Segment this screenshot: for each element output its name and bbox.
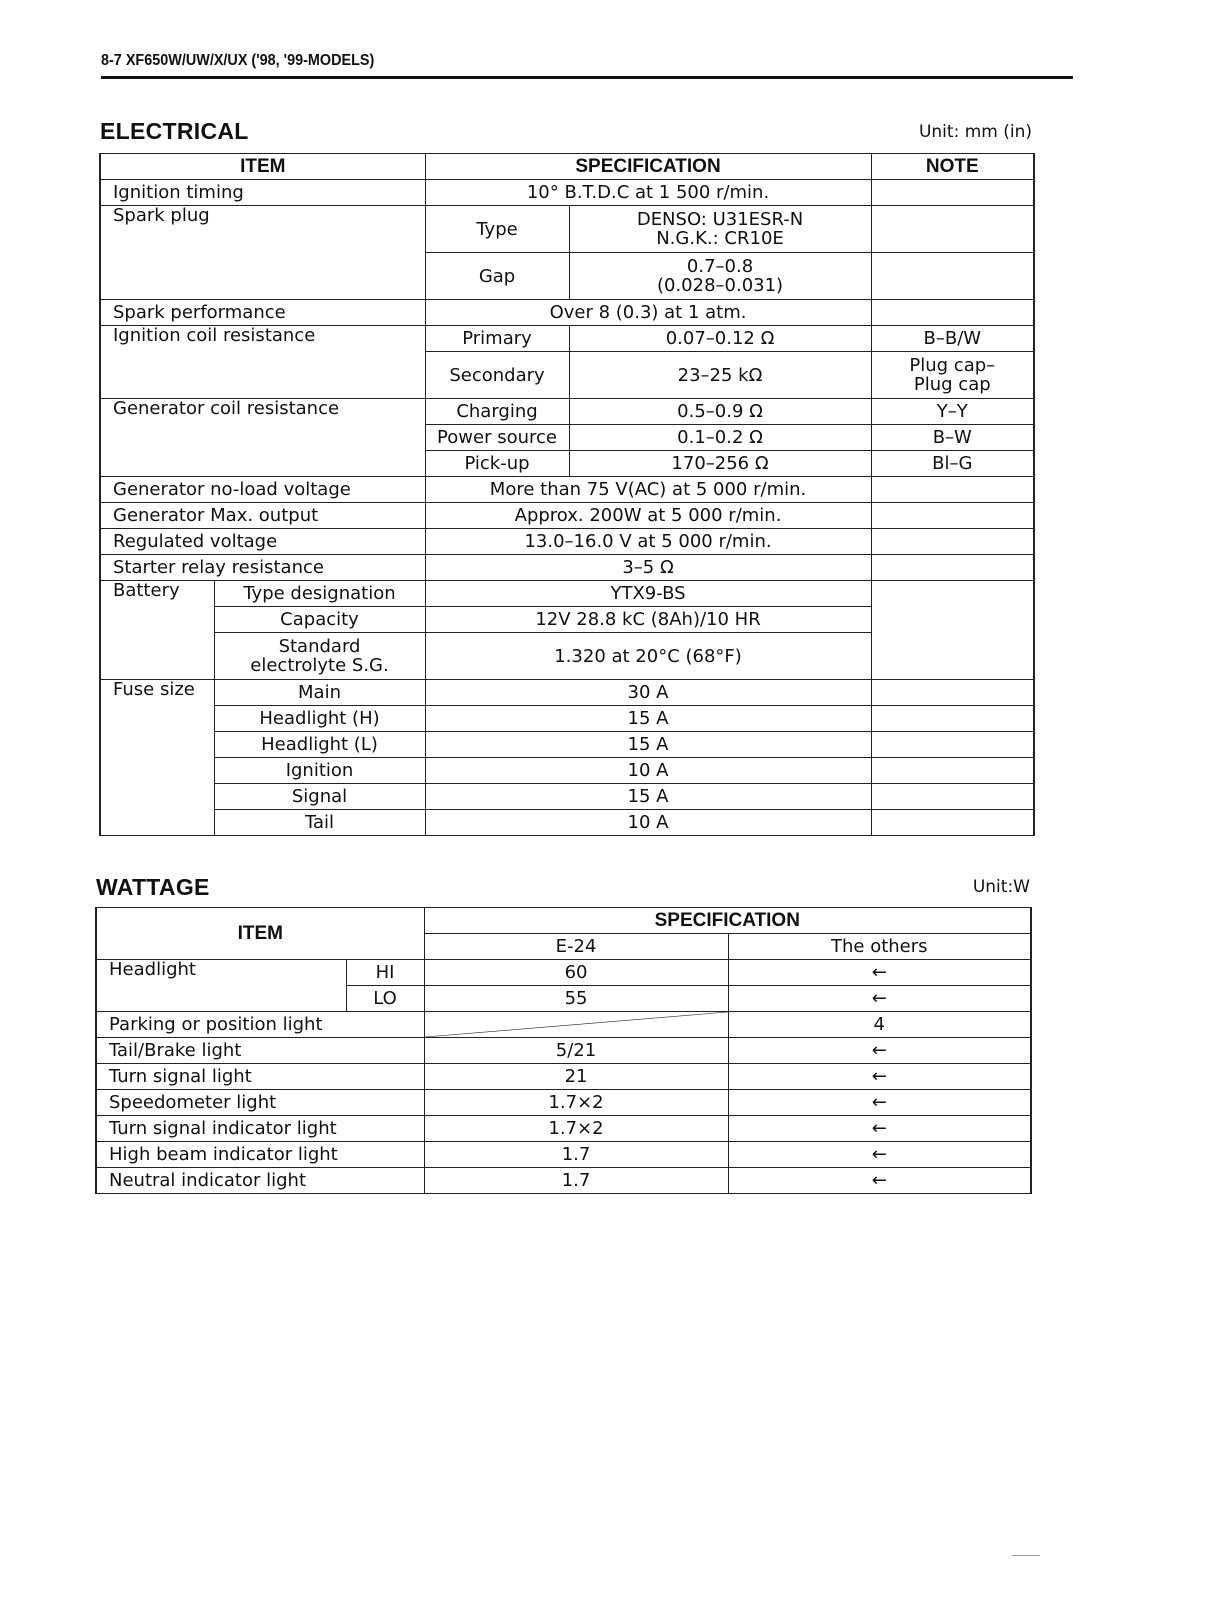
spec-cell: More than 75 V(AC) at 5 000 r/min. — [425, 477, 871, 503]
note-cell — [871, 477, 1034, 503]
item-cell: Turn signal light — [96, 1064, 424, 1090]
note-cell: B–W — [871, 425, 1034, 451]
e24-cell: 1.7×2 — [424, 1090, 728, 1116]
table-row — [100, 555, 1034, 581]
spec-cell — [569, 253, 871, 300]
others-cell: 4 — [728, 1012, 1031, 1038]
item-cell: Neutral indicator light — [96, 1168, 424, 1194]
electrical-table — [99, 153, 1035, 836]
note-line: Plug cap– — [909, 355, 996, 376]
label-line: electrolyte S.G. — [250, 655, 389, 676]
electrical-header-row — [100, 154, 1034, 180]
item-cell: Parking or position light — [96, 1012, 424, 1038]
sub-label-cell: Charging — [425, 399, 569, 425]
label-line: Standard — [278, 636, 361, 657]
spec-cell: 10 A — [425, 758, 871, 784]
spec-cell: 10 A — [425, 810, 871, 836]
table-row — [100, 758, 1034, 784]
note-cell — [871, 300, 1034, 326]
table-row — [96, 1038, 1031, 1064]
note-cell — [871, 352, 1034, 399]
others-cell: ← — [728, 1038, 1031, 1064]
item-cell: Generator coil resistance — [100, 399, 425, 477]
sub-label-cell: Ignition — [214, 758, 425, 784]
wattage-header-row — [96, 908, 1031, 934]
sub-label-cell: Capacity — [214, 607, 425, 633]
note-line: Plug cap — [913, 374, 991, 395]
table-row — [96, 1116, 1031, 1142]
spec-line: 0.7–0.8 — [686, 256, 754, 277]
note-cell — [871, 581, 1034, 680]
sub-label-cell: Main — [214, 680, 425, 706]
note-cell — [871, 253, 1034, 300]
not-applicable-cell — [424, 1012, 728, 1038]
sub-label-cell: LO — [346, 986, 424, 1012]
others-cell: ← — [728, 1064, 1031, 1090]
table-row — [100, 581, 1034, 607]
electrical-title: ELECTRICAL — [100, 118, 249, 144]
table-row — [100, 477, 1034, 503]
spec-cell: 12V 28.8 kC (8Ah)/10 HR — [425, 607, 871, 633]
spec-cell: Over 8 (0.3) at 1 atm. — [425, 300, 871, 326]
spec-cell — [569, 206, 871, 253]
item-cell: Ignition coil resistance — [100, 326, 425, 399]
page-header — [101, 48, 1073, 79]
note-cell — [871, 503, 1034, 529]
note-cell — [871, 810, 1034, 836]
wattage-table — [95, 907, 1032, 1194]
table-row — [96, 1012, 1031, 1038]
header-specification: SPECIFICATION — [425, 154, 871, 180]
item-cell: Spark plug — [100, 206, 425, 300]
item-cell: Generator no-load voltage — [100, 477, 425, 503]
table-row — [100, 206, 1034, 253]
spec-cell: 13.0–16.0 V at 5 000 r/min. — [425, 529, 871, 555]
note-cell — [871, 555, 1034, 581]
table-row — [96, 960, 1031, 986]
table-row — [100, 732, 1034, 758]
spec-cell: YTX9-BS — [425, 581, 871, 607]
e24-cell: 5/21 — [424, 1038, 728, 1064]
table-row — [100, 180, 1034, 206]
e24-cell: 60 — [424, 960, 728, 986]
others-cell: ← — [728, 1116, 1031, 1142]
spec-cell: 0.5–0.9 Ω — [569, 399, 871, 425]
sub-label-cell — [214, 633, 425, 680]
diagonal-strike — [425, 1012, 728, 1037]
item-cell: Speedometer light — [96, 1090, 424, 1116]
item-cell: Fuse size — [100, 680, 214, 836]
table-row — [96, 1142, 1031, 1168]
table-row — [96, 1168, 1031, 1194]
table-row — [100, 784, 1034, 810]
sub-label-cell: Type designation — [214, 581, 425, 607]
table-row — [100, 326, 1034, 352]
spec-cell: 15 A — [425, 706, 871, 732]
spec-cell: 3–5 Ω — [425, 555, 871, 581]
header-specification: SPECIFICATION — [424, 908, 1031, 934]
wattage-unit: Unit:W — [972, 877, 1030, 897]
header-item: ITEM — [96, 908, 424, 960]
sub-label-cell: Signal — [214, 784, 425, 810]
sub-label-cell: Primary — [425, 326, 569, 352]
table-row — [100, 503, 1034, 529]
spec-line: N.G.K.: CR10E — [656, 228, 784, 249]
others-cell: ← — [728, 960, 1031, 986]
sub-label-cell: Gap — [425, 253, 569, 300]
table-row — [100, 300, 1034, 326]
spec-cell: 23–25 kΩ — [569, 352, 871, 399]
page-header-text: 8-7 XF650W/UW/X/UX ('98, '99-MODELS) — [101, 52, 375, 69]
item-cell: Headlight — [96, 960, 346, 1012]
e24-cell: 1.7 — [424, 1168, 728, 1194]
item-cell: Battery — [100, 581, 214, 680]
header-others: The others — [728, 934, 1031, 960]
others-cell: ← — [728, 1142, 1031, 1168]
table-row — [100, 529, 1034, 555]
spec-cell: 15 A — [425, 732, 871, 758]
table-row — [100, 399, 1034, 425]
others-cell: ← — [728, 1168, 1031, 1194]
spec-cell: 15 A — [425, 784, 871, 810]
item-cell: Starter relay resistance — [100, 555, 425, 581]
e24-cell: 55 — [424, 986, 728, 1012]
electrical-unit: Unit: mm (in) — [918, 122, 1032, 142]
spec-cell: 170–256 Ω — [569, 451, 871, 477]
others-cell: ← — [728, 986, 1031, 1012]
spec-cell: 0.07–0.12 Ω — [569, 326, 871, 352]
item-cell: Regulated voltage — [100, 529, 425, 555]
note-cell — [871, 206, 1034, 253]
note-cell — [871, 758, 1034, 784]
sub-label-cell: Pick-up — [425, 451, 569, 477]
spec-cell: 30 A — [425, 680, 871, 706]
note-cell — [871, 784, 1034, 810]
others-cell: ← — [728, 1090, 1031, 1116]
item-cell: High beam indicator light — [96, 1142, 424, 1168]
sub-label-cell: Headlight (L) — [214, 732, 425, 758]
header-item: ITEM — [100, 154, 425, 180]
scan-mark — [1012, 1555, 1040, 1556]
spec-line: (0.028–0.031) — [656, 275, 784, 296]
note-cell: Bl–G — [871, 451, 1034, 477]
header-note: NOTE — [871, 154, 1034, 180]
sub-label-cell: Tail — [214, 810, 425, 836]
wattage-title: WATTAGE — [96, 874, 210, 900]
item-cell: Tail/Brake light — [96, 1038, 424, 1064]
table-row — [100, 706, 1034, 732]
sub-label-cell: HI — [346, 960, 424, 986]
spec-cell: Approx. 200W at 5 000 r/min. — [425, 503, 871, 529]
sub-label-cell: Headlight (H) — [214, 706, 425, 732]
header-e24: E-24 — [424, 934, 728, 960]
sub-label-cell: Type — [425, 206, 569, 253]
spec-cell: 10° B.T.D.C at 1 500 r/min. — [425, 180, 871, 206]
table-row — [100, 810, 1034, 836]
note-cell: Y–Y — [871, 399, 1034, 425]
table-row — [100, 680, 1034, 706]
sub-label-cell: Secondary — [425, 352, 569, 399]
note-cell — [871, 732, 1034, 758]
note-cell — [871, 706, 1034, 732]
item-cell: Generator Max. output — [100, 503, 425, 529]
e24-cell: 1.7×2 — [424, 1116, 728, 1142]
note-cell — [871, 529, 1034, 555]
spec-line: DENSO: U31ESR-N — [636, 209, 804, 230]
table-row — [96, 1090, 1031, 1116]
note-cell — [871, 680, 1034, 706]
note-cell — [871, 180, 1034, 206]
spec-cell: 1.320 at 20°C (68°F) — [425, 633, 871, 680]
e24-cell: 1.7 — [424, 1142, 728, 1168]
sub-label-cell: Power source — [425, 425, 569, 451]
table-row — [96, 1064, 1031, 1090]
item-cell: Turn signal indicator light — [96, 1116, 424, 1142]
spec-cell: 0.1–0.2 Ω — [569, 425, 871, 451]
item-cell: Spark performance — [100, 300, 425, 326]
item-cell: Ignition timing — [100, 180, 425, 206]
e24-cell: 21 — [424, 1064, 728, 1090]
note-cell: B–B/W — [871, 326, 1034, 352]
